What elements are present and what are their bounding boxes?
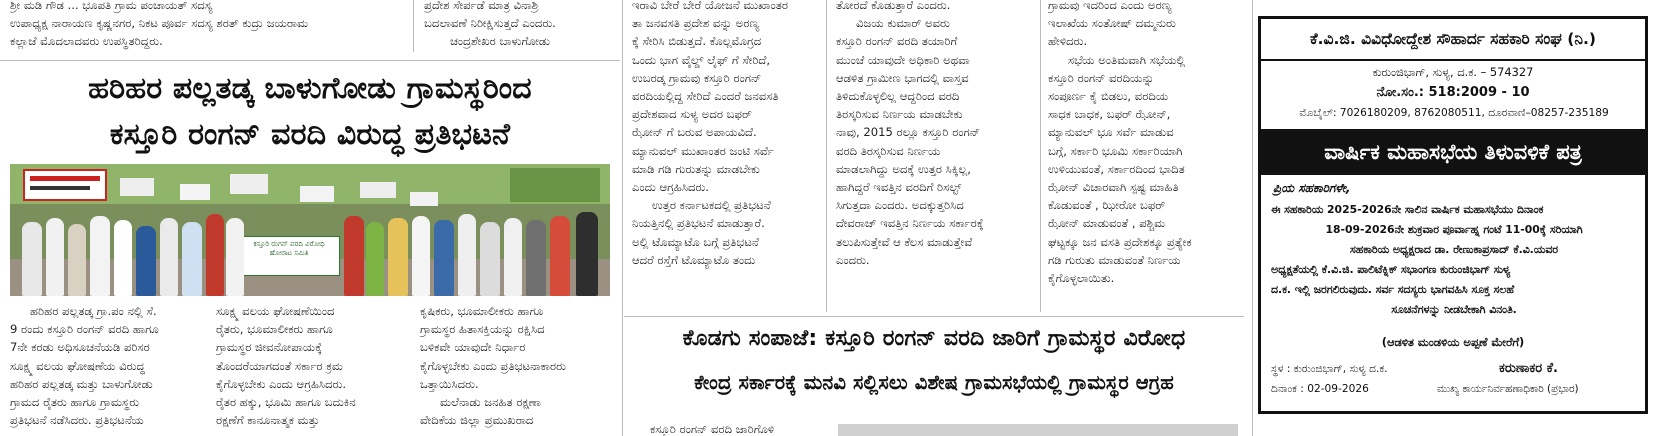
text-line: ವಿಜಯ ಕುಮಾರ್ ಅವರು — [856, 16, 950, 31]
signatory-title: ಮುಖ್ಯ ಕಾರ್ಯನಿರ್ವಹಣಾಧಿಕಾರಿ (ಪ್ರಭಾರ) — [1437, 383, 1579, 395]
text-line: ಕೃಷಿಕರು, ಭೂಮಾಲೀಕರು ಹಾಗೂ — [420, 304, 544, 318]
middle-col2 — [836, 0, 1036, 312]
protester — [182, 222, 202, 296]
text-line: ಚಂದ್ರಶೇಖರ ಬಾಳುಗೋಡು — [450, 34, 551, 49]
text-line: ಎಂದರು. — [836, 252, 870, 267]
top-fragment-col2 — [424, 0, 614, 52]
text-line: ವರದಿ ತಿರಸ್ಕರಿಸುವ ನಿರ್ಣಯ — [836, 143, 941, 158]
notice-body-line: ಸಹಕಾರಿಯ ಅಧ್ಯಕ್ಷರಾದ ಡಾ. ರೇಣುಕಾಪ್ರಸಾದ್ ಕೆ.ವಿ.ಯವರ — [1350, 243, 1558, 256]
protester — [226, 218, 244, 296]
agm-notice — [1258, 16, 1648, 414]
text-line: ಒಂದು ಭಾಗ ವೈಲ್ಡ್ ಲೈಫ್ ಗೆ ಸೇರಿದೆ, — [632, 52, 771, 67]
text-line: ವರದಿಯಲ್ಲಿದ್ದ ಸೇರಿದೆ ಎಂದರೆ ಜನವಸತಿ — [632, 89, 779, 104]
salutation: ಪ್ರಿಯ ಸಹಕಾರಿಗಳೇ, — [1273, 181, 1351, 195]
protest-banner — [238, 236, 340, 276]
section-divider — [0, 60, 620, 61]
text-line: ಝೋನ್ ಗೆ ಬರುವ ಅಪಾಯವಿದೆ. — [632, 125, 757, 140]
org-name-banner — [1261, 19, 1645, 61]
text-line: ಕ್ಕೆ ಸೇರಿಸಿ ಬಿಡುತ್ತದೆ. ಕೊಲ್ಲಮೊಗ್ರದ — [632, 34, 762, 49]
notice-body-line: ಅಧ್ಯಕ್ಷತೆಯಲ್ಲಿ ಕೆ.ವಿ.ಜಿ. ಪಾಲಿಟೆಕ್ನಿಕ್ ಸಭಾಂಗಣ ಕುರುಂಜಿಭಾಗ್ ಸುಳ್ಯ — [1271, 263, 1511, 276]
story2-headline-line1: ಕೊಡಗು ಸಂಪಾಜೆ: ಕಸ್ತೂರಿ ರಂಗನ್ ವರದಿ ಜಾರಿಗೆ ಗ್ರಾಮಸ್ಥರ ವಿರೋಧ — [682, 326, 1186, 351]
protester — [388, 218, 408, 296]
notice-body-line: ಈ ಸಹಕಾರಿಯ 2025-2026ನೇ ಸಾಲಿನ ವಾರ್ಷಿಕ ಮಹಾಸಭೆಯು ದಿನಾಂಕ — [1271, 203, 1544, 216]
story2-photo — [838, 424, 1238, 436]
story1-body-col1 — [10, 302, 200, 436]
authority-line: (ಆಡಳಿತ ಮಂಡಳಿಯ ಅಪ್ಪಣೆ ಮೇರೆಗೆ) — [1381, 335, 1525, 349]
text-line: ರಕ್ಷಣೆಗೆ ಕಾನೂನಾತ್ಮಕ ಮತ್ತು — [216, 413, 320, 428]
text-line: ಮ್ಯಾನುವಲ್ ಭೂ ಸರ್ವೆ ಮಾಡುವ — [1048, 125, 1174, 140]
story1-body-col2 — [216, 302, 406, 436]
text-line: ತಲುಪಿಸುತ್ತೇವೆ ಆ ಕೆಲಸ ಮಾಡುತ್ತೇವೆ — [836, 234, 973, 249]
notice-body-line: ಸೂಚನೆಗಳನ್ನು ನೀಡಬೇಕಾಗಿ ವಿನಂತಿ. — [1391, 303, 1517, 316]
text-line: ಗ್ರಾಮದ ರೈತರು ಹಾಗೂ ಗ್ರಾಮಸ್ಥರು — [10, 395, 140, 410]
protester — [114, 220, 132, 296]
text-line: ಕಸ್ತೂರಿ ರಂಗನ್ ವರದಿ ತಯಾರಿಗೆ — [836, 34, 958, 49]
protester — [504, 218, 522, 296]
text-line: ಕಸ್ತೂರಿ ರಂಗನ್ ವರದಿ ಜಾರಿಗೊಳಿ — [650, 422, 775, 436]
text-line: ಕಸ್ತೂರಿ ರಂಗನ್ ವರದಿಯನ್ನು — [1048, 70, 1155, 85]
text-line: ಬಳಿಕವೇ ಯಾವುದೇ ನಿರ್ಧಾರ — [420, 340, 526, 355]
signatory-name: ಕರುಣಾಕರ ಕೆ. — [1499, 361, 1558, 376]
text-line: ತೋರದೆ ಕೊಡುತ್ತಾರೆ ಎಂದರು. — [836, 0, 951, 12]
protester — [136, 226, 156, 296]
text-line: ಮ್ಯಾನುವಲ್ ಮುಖಾಂತರ ಜಂಟಿ ಸರ್ವೆ — [632, 143, 774, 158]
text-line: ಸಾಧಕ ಬಾಧಕ, ಬಫರ್ ಝೋನ್, — [1048, 107, 1171, 122]
text-line: ತಿರಸ್ಕರಿಸುವ ನಿರ್ಣಯ ಮಾಡಬೇಕು — [836, 107, 963, 122]
text-line: ಉತ್ತರ ಕರ್ನಾಟಕದಲ್ಲಿ ಪ್ರತಿಭಟನೆ — [652, 198, 771, 213]
text-line: ಹೇಳಿದರು. — [1048, 34, 1088, 49]
protester — [412, 216, 430, 296]
story2-headline-line2: ಕೇಂದ್ರ ಸರ್ಕಾರಕ್ಕೆ ಮನವಿ ಸಲ್ಲಿಸಲು ವಿಶೇಷ ಗ್ರಾಮಸಭೆಯಲ್ಲಿ ಗ್ರಾಮಸ್ಥರ ಆಗ್ರಹ — [694, 371, 1174, 394]
banner-text: ಕಸ್ತೂರಿ ರಂಗನ್ ವರದಿ ವಿರೋಧಿ ಹೋರಾಟ ಸಮಿತಿ — [253, 240, 325, 257]
protester — [68, 224, 86, 296]
protester — [434, 220, 454, 296]
story2-body — [650, 420, 830, 436]
protester — [366, 222, 384, 296]
text-line: ತಿಳಿದುಕೊಳ್ಳಲಿಲ್ಲ ಆದ್ದರಿಂದ ವರದಿ — [836, 89, 960, 104]
notice-title: ವಾರ್ಷಿಕ ಮಹಾಸಭೆಯ ತಿಳುವಳಿಕೆ ಪತ್ರ — [1324, 140, 1582, 164]
protester — [160, 218, 178, 296]
text-line: ಎಂದು ಆಗ್ರಹಿಸಿದರು. — [632, 180, 709, 195]
text-line: ಪ್ರದೇಶವಾದ ಸುಳ್ಯ ಅದರ ಬಫರ್ — [632, 107, 752, 122]
text-line: ಕೊಡುವಂತೆ , ಝೀರೋ ಬಫರ್ — [1048, 198, 1166, 213]
text-line: ಕೈಗೊಳ್ಳಬೇಕು ಎಂದು ಆಗ್ರಹಿಸಿದರು. — [216, 376, 347, 391]
story1-body-col3 — [420, 302, 616, 436]
text-line: ಉಳಿಯುವಂತೆ, ಸರ್ಕಾರದಿಂದ ಭಾದಿತ — [1048, 161, 1185, 176]
text-line: ಉಪಾಧ್ಯಕ್ಷ ನಾರಾಯಣ ಕೃಷ್ಣನಗರ, ನಿಕಟ ಪೂರ್ವ ಸದಸ್ಯ ಶರತ್ ಕುದ್ರು ಜಯರಾಮ — [10, 16, 309, 31]
text-line: ಕೈಗೊಳ್ಳಬೇಕು ಎಂದು ಪ್ರತಿಭಟನಾಕಾರರು — [420, 358, 566, 373]
text-line: ಹಾಗಿದ್ದರೆ ಇವತ್ತಿನ ವರದಿಗೆ ರಿಸಲ್ಟ್ — [836, 180, 962, 195]
registration-number: ನೋ.ಸಂ.: 518:2009 - 10 — [1376, 85, 1530, 100]
text-line: ಹರಿಹರ ಪಲ್ಲತಡ್ಕ ಮತ್ತು ಬಾಳುಗೋಡು — [10, 376, 153, 391]
text-line: ಪ್ರದೇಶ ಸೇರ್ಪಡೆ ಮಾತ್ರ ವಿನಾಶ್ರಿ — [424, 0, 539, 12]
protester — [90, 216, 110, 296]
text-line: ಒತ್ತಾಯಿಸಿದರು. — [420, 376, 479, 391]
text-line: ಗ್ರಾಮವು ಇದರಿಂದ ಎಂದು ಅರಣ್ಯ — [1048, 0, 1172, 12]
column-divider — [1040, 0, 1041, 312]
text-line: ಪ್ರತಿಭಟನೆ ನಡೆಸಿದರು. ಪ್ರತಿಭಟನೆಯ — [10, 413, 144, 428]
text-line: ಮುಂಚೆ ಯಾವುದೇ ಅಧಿಕಾರಿ ಅಥವಾ — [836, 52, 970, 67]
text-line: ಗ್ರಾಮಸ್ಥರ ಜೀವನೋಪಾಯಕ್ಕೆ — [216, 340, 322, 355]
notice-body-line: 18-09-2026ನೇ ಶುಕ್ರವಾರ ಪೂರ್ವಾಹ್ನ ಗಂಟೆ 11-00ಕ್ಕೆ ಸರಿಯಾಗಿ — [1325, 223, 1583, 236]
protest-photo — [10, 164, 610, 296]
middle-col1 — [632, 0, 820, 312]
text-line: ಆಡಳಿತ ಗ್ರಾಮೀಣ ಭಾಗದಲ್ಲಿ ವಾಸ್ತವ — [836, 70, 969, 85]
text-line: ಮಲೆನಾಡು ಜನಹಿತ ರಕ್ಷಣಾ — [440, 395, 541, 410]
text-line: ಗಡಿ ಗುರುತು ಮಾಡುವಂತೆ ನಿರ್ಣಯ — [1048, 252, 1181, 267]
text-line: ಹರಿಹರ ಪಲ್ಲತಡ್ಕ ಗ್ರಾ.ಪಂ ನಲ್ಲಿ ಸೆ. — [30, 304, 157, 318]
text-line: ತಾ ಜನವಸತಿ ಪ್ರದೇಶ ವನ್ನು ಅರಣ್ಯ — [632, 16, 760, 31]
text-line: ಸಿಗುತ್ತದಾ ಎಂದರು. ಅದಕ್ಕುತ್ತರಿಸಿದ — [836, 198, 964, 213]
text-line: ಸೂಕ್ಷ್ಮ ವಲಯ ಘೋಷಣೆಯಿಂದ — [216, 304, 335, 318]
top-fragment-col1 — [10, 0, 410, 52]
text-line: ಸಭೆಯ ಅಂತಿಮವಾಗಿ ಸಭೆಯಲ್ಲಿ — [1068, 52, 1186, 67]
column-divider — [413, 0, 414, 52]
protester — [576, 212, 598, 296]
text-line: ಶ್ರೀ ಮಡಿ ಗೌಡ ... ಭೂಪತಿ ಗ್ರಾಮ ಪಂಚಾಯತ್ ಸದಸ್ಯ — [10, 0, 213, 12]
protester — [206, 214, 224, 296]
text-line: ಇಲಾಖೆಯ ಸಂತೋಷ್ ದಮ್ಮನುರು — [1048, 16, 1176, 31]
text-line: ಬಗ್ಗೆ, ಸರ್ಕಾರಿ ಭೂಮಿ ಸರ್ಕಾರಿಯಾಗಿ — [1048, 143, 1183, 158]
place-line: ಸ್ಥಳ : ಕುರುಂಜಿಭಾಗ್, ಸುಳ್ಯ ದ.ಕ. — [1271, 363, 1388, 375]
text-line: ದೇವರಾಜ್ ಇವತ್ತಿನ ನಿರ್ಣಯ ಸರ್ಕಾರಕ್ಕೆ — [836, 216, 984, 231]
text-line: ಝೋನ್ ವಿಚಾರವಾಗಿ ಸ್ಪಷ್ಟ ಮಾಹಿತಿ — [1048, 180, 1179, 195]
text-line: ಮಾಡಲಾಗಿದ್ದು ಅದಕ್ಕೆ ಉತ್ತರ ಸಿಕ್ಕಿಲ್ಲ, — [836, 161, 971, 176]
text-line: ಸೂಕ್ಷ್ಮ ವಲಯ ಘೋಷಣೆಯ ವಿರುದ್ಧ — [10, 358, 145, 373]
text-line: ರೈತರು, ಭೂಮಾಲೀಕರು ಹಾಗೂ — [216, 322, 333, 337]
protester — [22, 222, 42, 296]
text-line: 9 ರಂದು ಕಸ್ತೂರಿ ರಂಗನ್ ವರದಿ ಹಾಗೂ — [10, 322, 159, 337]
text-line: ಉಬರಡ್ಕ ಗ್ರಾಮವು ಕಸ್ತೂರಿ ರಂಗನ್ — [632, 70, 762, 85]
text-line: ಕೈಗೊಳ್ಳಲಾಯಿತು. — [1048, 271, 1115, 286]
story1-headline-line2: ಕಸ್ತೂರಿ ರಂಗನ್ ವರದಿ ವಿರುದ್ಧ ಪ್ರತಿಭಟನೆ — [109, 117, 511, 152]
story1-headline-line1: ಹರಿಹರ ಪಲ್ಲತಡ್ಕ ಬಾಳುಗೋಡು ಗ್ರಾಮಸ್ಥರಿಂದ — [88, 71, 532, 106]
notice-title-banner — [1261, 129, 1645, 175]
text-line: ಸಂಪೂರ್ಣ ಕೈ ಬಿಡಲು, ವರದಿಯ — [1048, 89, 1169, 104]
protester — [550, 216, 570, 296]
text-line: ಅಲ್ಲಿ ಟೊಮ್ಯಾಟೊ ಬಗ್ಗೆ ಪ್ರತಿಭಟನೆ — [632, 234, 759, 249]
column-divider — [622, 0, 623, 436]
text-line: ಘಟ್ಟಕ್ಕೂ ಜನ ವಸತಿ ಪ್ರದೇಶಕ್ಕೂ ಪ್ರತ್ಯೇಕ — [1048, 234, 1192, 249]
notice-body-line: ದ.ಕ. ಇಲ್ಲಿ ಜರಗಲಿರುವುದು. ಸರ್ವ ಸದಸ್ಯರು ಭಾಗವಹಿಸಿ ಸೂಕ್ತ ಸಲಹೆ — [1271, 283, 1515, 296]
text-line: ಝೋನ್ ಮಾಡುವಂತೆ , ಪಶ್ಚಿಮ — [1048, 216, 1166, 231]
protester — [480, 222, 500, 296]
org-name: ಕೆ.ವಿ.ಜಿ. ವಿವಿಧೋದ್ದೇಶ ಸೌಹಾರ್ದ ಸಹಕಾರಿ ಸಂಘ (ನಿ.) — [1310, 30, 1596, 48]
date-line: ದಿನಾಂಕ : 02-09-2026 — [1271, 383, 1369, 395]
text-line: ನಿಯತ್ತಿನಲ್ಲಿ ಪ್ರತಿಭಟನೆ ಮಾಡುತ್ತಾರೆ. — [632, 216, 765, 231]
text-line: ಬದಲಾವಣೆ ನಿರೀಕ್ಷಿಸುತ್ತದೆ ಎಂದರು. — [424, 16, 556, 31]
protester — [46, 218, 64, 296]
column-divider — [1252, 0, 1253, 436]
text-line: ಮಾಡಿ ಗಡಿ ಗುರುತನ್ನು ಮಾಡಬೇಕು — [632, 161, 760, 176]
text-line: ವೇದಿಕೆಯ ಜಿಲ್ಲಾ ಪ್ರಮುಖರಾದ — [420, 413, 534, 428]
protester — [526, 220, 546, 296]
text-line: ಇರಾವಿ ಬೇರೆ ಬೇರೆ ಯೋಜನೆ ಮುಖಾಂತರ — [632, 0, 789, 12]
text-line: ಕಲ್ಲಾಜೆ ಮೊದಲಾದವರು ಉಪಸ್ಥಿತರಿದ್ದರು. — [10, 34, 163, 49]
text-line: ನಾವು, 2015 ರಲ್ಲೂ ಕಸ್ತೂರಿ ರಂಗನ್ — [836, 125, 980, 140]
text-line: ಗ್ರಾಮಸ್ಥರ ಹಿತಾಸಕ್ತಿಯನ್ನು ರಕ್ಷಿಸಿದ — [420, 322, 545, 337]
section-divider — [624, 316, 1244, 317]
text-line: ಆದರೆ ರಸ್ತೆಗೆ ಟೊಮ್ಯಾಟೊ ತಂದು — [632, 252, 756, 267]
text-line: ರೈತರ ಹಕ್ಕು, ಭೂಮಿ ಹಾಗೂ ಬದುಕಿನ — [216, 395, 356, 410]
text-line: 7ನೇ ಕರಡು ಅಧಿಸೂಚನೆಯಡಿ ಪರಿಸರ — [10, 340, 150, 355]
protester — [344, 216, 364, 296]
middle-col3 — [1048, 0, 1246, 312]
column-divider — [826, 0, 827, 312]
text-line: ತೊಂದರೆಯಾಗದಂತೆ ಸರ್ಕಾರ ಕ್ರಮ — [216, 358, 343, 373]
org-address: ಕುರುಂಜಿಭಾಗ್, ಸುಳ್ಯ, ದ.ಕ. – 574327 — [1372, 65, 1534, 79]
protester — [458, 214, 476, 296]
contact-numbers: ಮೊಬೈಲ್: 7026180209, 8762080511, ದೂರವಾಣಿ–08257-235189 — [1299, 107, 1609, 119]
